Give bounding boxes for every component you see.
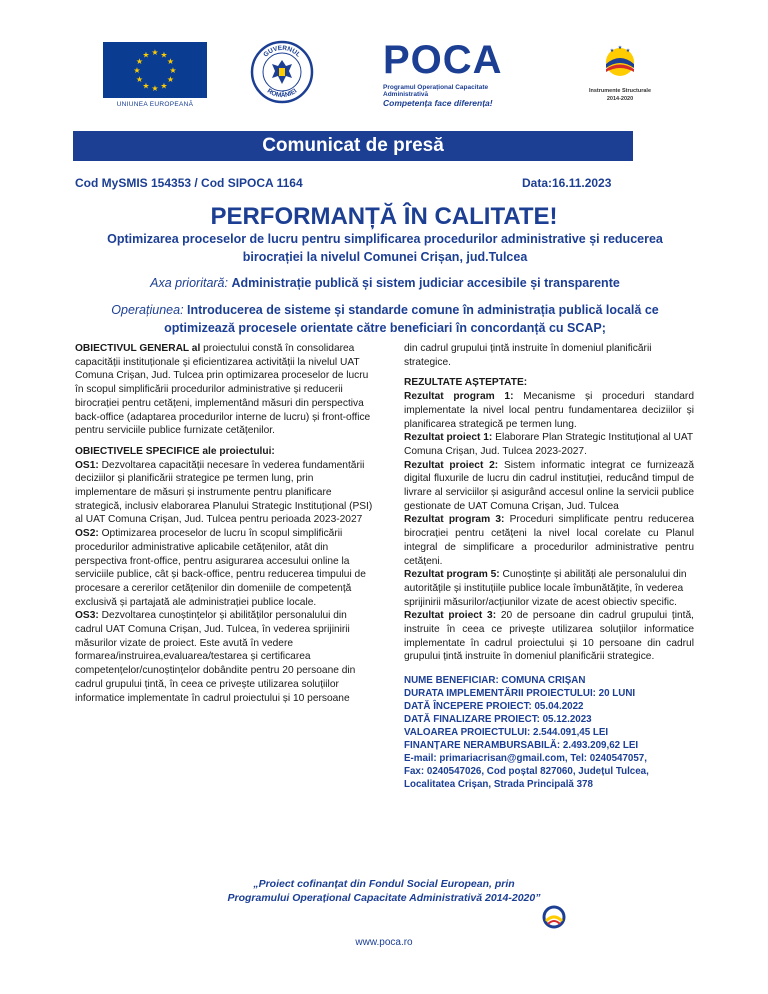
non-reimbursable-funding: FINANȚARE NERAMBURSABILĂ: 2.493.209,62 LEI bbox=[404, 740, 639, 752]
instrumente-structurale-logo bbox=[588, 42, 652, 108]
svg-text:★: ★ bbox=[142, 81, 150, 91]
page-title: PERFORMANȚĂ ÎN CALITATE! bbox=[210, 203, 558, 230]
result-program-5: Rezultat program 5: Cunoștințe și abilități ale personalului din autoritățile și instituțiile publice locale îmbunătățite, în vederea sprijinirii măsurilor/acțiunilor vizate de acest obiectiv specific. bbox=[404, 569, 687, 608]
poca-wordmark: POCA bbox=[383, 38, 503, 82]
instr-caption-1: Instrumente Structurale bbox=[588, 88, 652, 94]
eu-caption: UNIUNEA EUROPEANĂ bbox=[116, 101, 194, 108]
project-code: Cod MySMIS 154353 / Cod SIPOCA 1164 bbox=[75, 176, 303, 190]
svg-text:★: ★ bbox=[617, 45, 623, 51]
svg-text:★: ★ bbox=[135, 57, 144, 66]
beneficiary-contact-block bbox=[404, 674, 694, 791]
poca-program-name: Programul Operațional Capacitate Administrativă bbox=[383, 84, 489, 98]
poca-logo bbox=[383, 40, 533, 110]
svg-text:★: ★ bbox=[135, 75, 144, 84]
contact-address: Localitatea Crișan, Strada Principală 378 bbox=[404, 779, 593, 791]
svg-text:★: ★ bbox=[133, 66, 141, 75]
result-project-2: Rezultat proiect 2: Sistem informatic integrat ce furnizează digital fluxurile de lucru din cadrul instituției, reducând timpul de livrare al serviciilor și asigurând accesul online la servicii publice gestionate de UAT Comuna Crișan, Jud. Tulcea bbox=[404, 459, 694, 512]
logo-strip bbox=[0, 38, 768, 113]
beneficiary-name: NUME BENEFICIAR: COMUNA CRIȘAN bbox=[404, 675, 586, 687]
result-project-1: Rezultat proiect 1: Elaborare Plan Strategic Instituțional al UAT Comuna Crișan, Jud. Tulcea 2023-2027. bbox=[404, 432, 693, 457]
end-date: DATĂ FINALIZARE PROIECT: 05.12.2023 bbox=[404, 714, 592, 726]
general-objective bbox=[75, 342, 373, 438]
general-objective-label: OBIECTIVUL GENERAL al bbox=[75, 343, 201, 354]
os1 bbox=[75, 459, 373, 528]
operation-text: Introducerea de sisteme și standarde comune în administrația publică locală ce optimizează procesele orientate către beneficiari în concordanță cu SCAP; bbox=[164, 303, 659, 335]
contact-email-phone: E-mail: primariacrisan@gmail.com, Tel: 0240547057, bbox=[404, 753, 647, 765]
svg-text:★: ★ bbox=[151, 84, 159, 93]
funding-statement-line-1: „Proiect cofinanțat din Fondul Social European, prin bbox=[253, 878, 515, 890]
website-url[interactable]: www.poca.ro bbox=[355, 937, 413, 948]
instrumente-structurale-icon bbox=[600, 42, 640, 82]
expected-results-heading: REZULTATE AȘTEPTATE: bbox=[404, 377, 528, 389]
svg-text:★: ★ bbox=[166, 57, 175, 66]
svg-text:GUVERNUL: GUVERNUL bbox=[262, 44, 302, 59]
os3-text: Dezvoltarea cunoștințelor și abilităților personalului din cadrul UAT Comuna Crișan, Jud. Tulcea, în vederea sprijinirii măsurilor vizate de proiect. Este avută în vedere formarea/instruirea,evaluarea/testarea și certificarea competențelor/cunoștințelor dobândite pentru 20 persoane din cadrul grupului țintă, în ceea ce privește utilizarea soluțiilor informatice implementate în cadrul proiectului și 10 persoane bbox=[75, 610, 356, 704]
result-program-1: Rezultat program 1: Mecanisme și proceduri standard implementate la nivel local pentru fundamentarea deciziilor și planificarea strategică pe termen lung. bbox=[404, 391, 694, 430]
os3 bbox=[75, 609, 373, 705]
os2-text: Optimizarea proceselor de lucru în scopul simplificării procedurilor administrative aplicabile cetățenilor, atât din perspectiva front-office, pentru asigurarea accesului online la serviciile publice, cât și back-office, pentru reducerea timpului de procesare a cererilor cetățenilor din domeniile de competență exclusivă și partajată ale administrației publice locale. bbox=[75, 528, 366, 608]
svg-text:★: ★ bbox=[166, 75, 175, 84]
funding-statement bbox=[0, 877, 768, 905]
svg-text:★: ★ bbox=[160, 81, 168, 91]
operation-label: Operațiunea: bbox=[111, 303, 184, 317]
guvernul-romaniei-seal bbox=[250, 40, 314, 104]
project-value: VALOAREA PROIECTULUI: 2.544.091,45 LEI bbox=[404, 727, 609, 739]
svg-text:★: ★ bbox=[609, 48, 615, 54]
svg-text:ROMÂNIEI: ROMÂNIEI bbox=[265, 87, 299, 100]
poca-small-logo-icon bbox=[540, 905, 568, 929]
right-column bbox=[404, 342, 694, 791]
start-date: DATĂ ÎNCEPERE PROIECT: 05.04.2022 bbox=[404, 701, 584, 713]
press-release-banner: Comunicat de presă bbox=[73, 131, 633, 161]
poca-slogan: Competența face diferența! bbox=[383, 98, 493, 108]
contact-fax-postal: Fax: 0240547026, Cod poștal 827060, Județul Tulcea, bbox=[404, 766, 649, 778]
implementation-duration: DURATA IMPLEMENTĂRII PROIECTULUI: 20 LUNI bbox=[404, 688, 636, 700]
general-objective-text: proiectului constă în consolidarea capacității instituționale și eficientizarea activității la nivelul UAT Comuna Crișan, Jud. Tulcea prin optimizarea proceselor de lucru în scopul simplificării procedurilor administrative și reducerii birocrației pentru cetățeni, implementând măsuri din perspectiva back-office (adaptarea procedurilor interne de lucru) și front-office pentru serviciile publice furnizate cetățenilor. bbox=[75, 343, 371, 437]
result-project-3: Rezultat proiect 3: 20 de persoane din cadrul grupului țintă, instruite în ceea ce privește utilizarea soluțiilor informatice implementate în cadrul proiectului și 10 persoane din cadrul grupului țintă instruite în domeniul planificării strategice. bbox=[404, 610, 694, 663]
svg-text:★: ★ bbox=[151, 48, 159, 57]
left-column bbox=[75, 342, 373, 705]
os3-continuation: din cadrul grupului țintă instruite în domeniul planificării strategice. bbox=[404, 343, 652, 368]
funding-statement-line-2: Programului Operațional Capacitate Administrativă 2014-2020” bbox=[227, 892, 541, 904]
priority-axis-label: Axa prioritară: bbox=[150, 276, 228, 290]
os1-text: Dezvoltarea capacității necesare în vederea fundamentării deciziilor și planificării strategice pe termen lung, prin implementare de măsuri și instrumente pentru planificare strategică, inclusiv elaborarea Planului Strategic Instituțional (PSI) al UAT Comuna Crișan, Jud. Tulcea pentru perioada 2023-2027 bbox=[75, 459, 373, 526]
eu-flag-icon bbox=[103, 42, 207, 98]
specific-objectives-heading: OBIECTIVELE SPECIFICE ale proiectului: bbox=[75, 445, 275, 457]
os1-label: OS1: bbox=[75, 459, 99, 471]
project-subtitle: Optimizarea proceselor de lucru pentru simplificarea procedurilor administrative și reducerea birocrației la nivelul Comunei Crișan, jud.Tulcea bbox=[107, 232, 663, 264]
priority-axis bbox=[60, 274, 710, 292]
os2 bbox=[75, 527, 373, 609]
instr-caption-2: 2014-2020 bbox=[606, 95, 634, 102]
os3-label: OS3: bbox=[75, 610, 99, 622]
svg-text:★: ★ bbox=[142, 50, 150, 60]
svg-text:★: ★ bbox=[625, 48, 631, 54]
svg-text:★: ★ bbox=[169, 66, 177, 75]
priority-axis-text: Administrație publică și sistem judiciar accesibile și transparente bbox=[231, 276, 620, 290]
release-date: Data:16.11.2023 bbox=[522, 176, 612, 190]
os2-label: OS2: bbox=[75, 528, 99, 540]
operation bbox=[80, 301, 690, 337]
svg-text:★: ★ bbox=[160, 50, 168, 60]
result-program-3: Rezultat program 3: Proceduri simplificate pentru reducerea birocrației pentru cetățeni la nivel local corelate cu Planul integral de simplificare a procedurilor administrative pentru cetățeni. bbox=[404, 514, 694, 567]
eu-logo bbox=[103, 42, 207, 108]
